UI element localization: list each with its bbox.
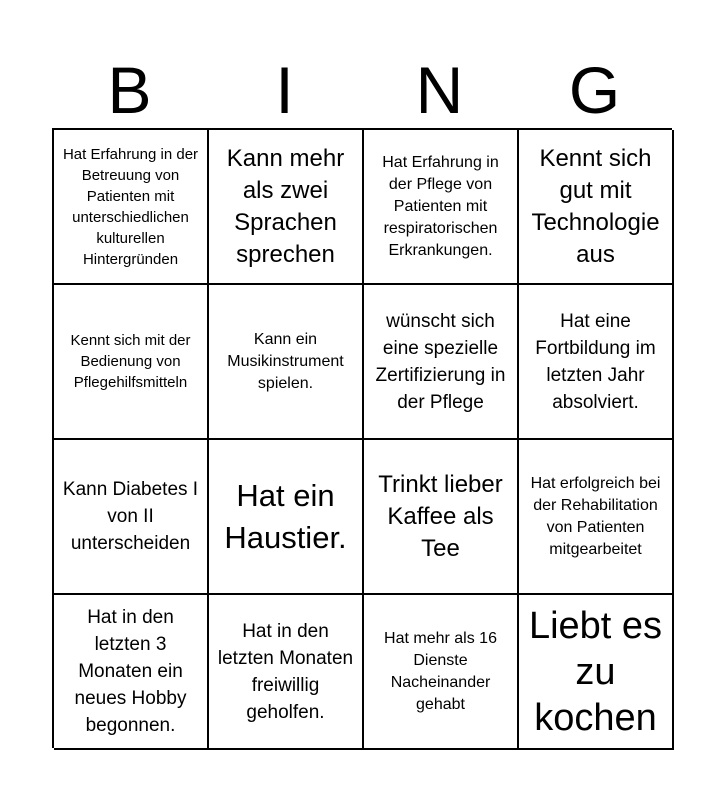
bingo-cell-text: Kennt sich mit der Bedienung von Pflegehilfsmitteln xyxy=(70,332,191,391)
bingo-cell[interactable] xyxy=(54,130,209,285)
bingo-cell-text: Kann mehr als zwei Sprachen sprechen xyxy=(226,144,345,268)
header-letter-g: G xyxy=(568,53,621,127)
bingo-cell-text: Hat mehr als 16 Dienste Nacheinander gehabt xyxy=(384,629,497,713)
bingo-cell-text: Hat erfolgreich bei der Rehabilitation von Patienten mitgearbeitet xyxy=(530,474,661,558)
bingo-cell[interactable] xyxy=(209,285,364,440)
bingo-cell-text: Trinkt lieber Kaffee als Tee xyxy=(378,470,503,562)
bingo-cell-text: Hat in den letzten Monaten freiwillig geholfen. xyxy=(217,620,354,723)
header-letter-i: I xyxy=(275,53,294,127)
bingo-cell[interactable] xyxy=(54,440,209,595)
bingo-cell[interactable] xyxy=(364,440,519,595)
bingo-cell[interactable] xyxy=(364,285,519,440)
bingo-cell[interactable] xyxy=(209,440,364,595)
header-letter-n: N xyxy=(415,53,464,127)
bingo-cell[interactable] xyxy=(519,595,674,750)
bingo-cell-text: Kann ein Musikinstrument spielen. xyxy=(227,330,344,392)
bingo-cell-text: Hat in den letzten 3 Monaten ein neues Hobby begonnen. xyxy=(74,607,187,736)
bingo-cell[interactable] xyxy=(209,130,364,285)
bingo-cell[interactable] xyxy=(519,130,674,285)
bingo-grid xyxy=(52,128,672,748)
bingo-header xyxy=(52,52,672,128)
bingo-cell[interactable] xyxy=(519,285,674,440)
bingo-cell[interactable] xyxy=(54,285,209,440)
bingo-cell[interactable] xyxy=(54,595,209,750)
bingo-cell[interactable] xyxy=(209,595,364,750)
header-letter-b: B xyxy=(107,53,152,127)
bingo-cell[interactable] xyxy=(519,440,674,595)
bingo-cell-text: wünscht sich eine spezielle Zertifizierung in der Pflege xyxy=(375,310,506,413)
bingo-cell-text: Hat Erfahrung in der Betreuung von Patienten mit unterschiedlichen kulturellen Hintergründen xyxy=(62,145,199,268)
bingo-cell-text: Kann Diabetes I von II unterscheiden xyxy=(62,479,199,554)
bingo-cell-text: Hat ein Haustier. xyxy=(224,477,347,555)
bingo-cell[interactable] xyxy=(364,130,519,285)
bingo-cell-text: Kennt sich gut mit Technologie aus xyxy=(531,144,660,268)
bingo-cell-text: Liebt es zu kochen xyxy=(528,604,663,739)
bingo-cell-text: Hat Erfahrung in der Pflege von Patienten mit respiratorischen Erkrankungen. xyxy=(382,153,499,259)
bingo-cell[interactable] xyxy=(364,595,519,750)
bingo-cell-text: Hat eine Fortbildung im letzten Jahr absolviert. xyxy=(535,310,656,413)
